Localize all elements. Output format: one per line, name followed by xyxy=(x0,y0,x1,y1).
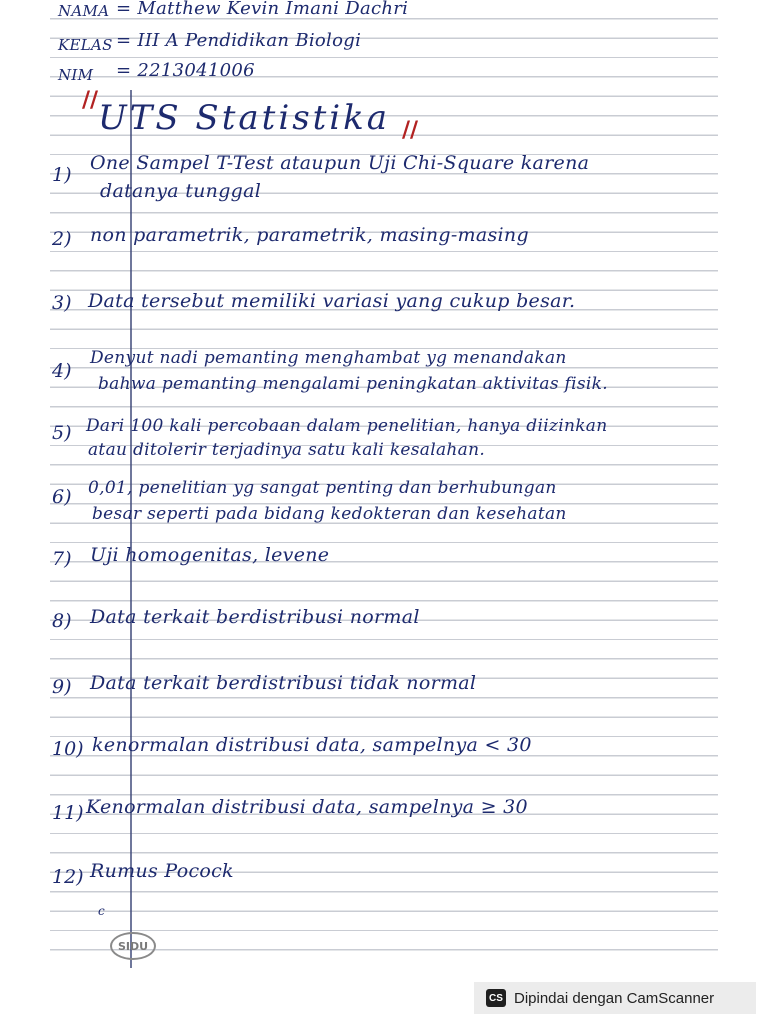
answer-line: bahwa pemanting mengalami peningkatan aktivitas fisik. xyxy=(98,374,608,394)
answer-line: Rumus Pocock xyxy=(90,860,234,882)
answer-number: 5) xyxy=(52,422,72,444)
answer-number: 2) xyxy=(52,228,72,250)
camscanner-label: Dipindai dengan CamScanner xyxy=(514,989,715,1007)
answer-line: datanya tunggal xyxy=(100,180,262,202)
answer-line: kenormalan distribusi data, sampelnya < 30 xyxy=(92,734,532,756)
answer-line: 0,01, penelitian yg sangat penting dan berhubungan xyxy=(88,478,557,498)
answer-number: 7) xyxy=(52,548,72,570)
kelas-value: = III A Pendidikan Biologi xyxy=(116,30,362,51)
answer-number: 11) xyxy=(52,802,84,824)
notebook-page xyxy=(50,0,718,968)
title-mark-right: // xyxy=(402,118,419,143)
kelas-label: KELAS xyxy=(58,36,113,54)
answer-line: One Sampel T-Test ataupun Uji Chi-Square karena xyxy=(90,152,590,174)
margin-line xyxy=(130,90,132,968)
nim-value: = 2213041006 xyxy=(116,60,255,81)
answer-number: 1) xyxy=(52,164,72,186)
answer-line: non parametrik, parametrik, masing-masing xyxy=(90,224,529,246)
nama-value: = Matthew Kevin Imani Dachri xyxy=(116,0,409,19)
title-mark-left: // xyxy=(82,88,99,113)
sidu-logo xyxy=(110,932,156,960)
stray-mark: c xyxy=(98,904,106,918)
answer-line: Data terkait berdistribusi normal xyxy=(90,606,420,628)
answer-line: Data terkait berdistribusi tidak normal xyxy=(90,672,477,694)
page-title: UTS Statistika xyxy=(98,98,391,138)
answer-line: besar seperti pada bidang kedokteran dan kesehatan xyxy=(92,504,567,524)
answer-number: 10) xyxy=(52,738,84,760)
answer-number: 6) xyxy=(52,486,72,508)
camscanner-icon: CS xyxy=(486,989,506,1007)
answer-line: Denyut nadi pemanting menghambat yg menandakan xyxy=(90,348,567,368)
answer-line: Kenormalan distribusi data, sampelnya ≥ 30 xyxy=(86,796,528,818)
answer-number: 3) xyxy=(52,292,72,314)
sidu-logo-text: SIDU xyxy=(117,939,149,953)
answer-line: atau ditolerir terjadinya satu kali kesalahan. xyxy=(88,440,486,460)
answer-number: 12) xyxy=(52,866,84,888)
answer-number: 4) xyxy=(52,360,72,382)
nama-label: NAMA xyxy=(58,2,110,20)
answer-line: Data tersebut memiliki variasi yang cukup besar. xyxy=(88,290,576,312)
answer-line: Uji homogenitas, levene xyxy=(90,544,330,566)
answer-line: Dari 100 kali percobaan dalam penelitian, hanya diizinkan xyxy=(86,416,608,436)
answer-number: 9) xyxy=(52,676,72,698)
camscanner-watermark xyxy=(474,982,756,1014)
nim-label: NIM xyxy=(58,66,94,84)
answer-number: 8) xyxy=(52,610,72,632)
